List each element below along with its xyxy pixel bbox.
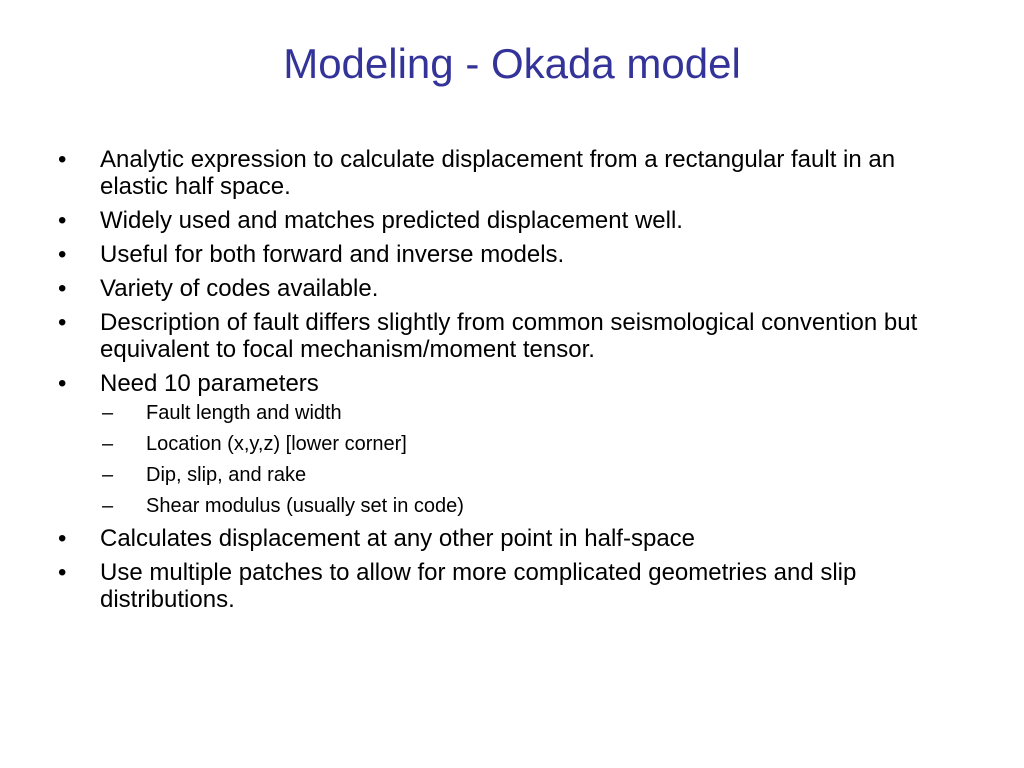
bullet-text: Useful for both forward and inverse models.: [100, 241, 565, 268]
bullet-icon: •: [58, 525, 67, 552]
slide-title: Modeling - Okada model: [283, 40, 741, 87]
sub-bullet-list: [100, 401, 966, 518]
bullet-icon: •: [58, 146, 67, 173]
bullet-text: Widely used and matches predicted displacement well.: [100, 207, 683, 234]
sub-bullet-text: Dip, slip, and rake: [146, 464, 307, 486]
bullet-text: Description of fault differs slightly from common seismological convention but equivalent to focal mechanism/moment tensor.: [100, 309, 918, 363]
sub-bullet-item: [100, 432, 966, 456]
sub-bullet-item: [100, 463, 966, 487]
bullet-icon: •: [58, 241, 67, 268]
bullet-text: Variety of codes available.: [100, 275, 379, 302]
bullet-icon: •: [58, 559, 67, 586]
sub-bullet-item: [100, 494, 966, 518]
sub-bullet-item: [100, 401, 966, 425]
bullet-icon: •: [58, 207, 67, 234]
dash-icon: –: [102, 464, 114, 486]
bullet-icon: •: [58, 309, 67, 336]
sub-bullet-text: Fault length and width: [146, 402, 342, 424]
dash-icon: –: [102, 402, 114, 424]
bullet-text: Analytic expression to calculate displacement from a rectangular fault in an elastic half space.: [100, 146, 896, 200]
bullet-item: [56, 146, 966, 200]
dash-icon: –: [102, 495, 114, 517]
sub-bullet-text: Shear modulus (usually set in code): [146, 495, 464, 517]
bullet-item: [56, 207, 966, 234]
bullet-icon: •: [58, 275, 67, 302]
bullet-item: [56, 309, 966, 363]
bullet-icon: •: [58, 370, 67, 397]
bullet-item: [56, 525, 966, 552]
sub-bullet-text: Location (x,y,z) [lower corner]: [146, 433, 407, 455]
bullet-item: [56, 559, 966, 613]
bullet-text: Calculates displacement at any other point in half-space: [100, 525, 696, 552]
bullet-list: [56, 146, 966, 620]
bullet-item: [56, 275, 966, 302]
bullet-text: Use multiple patches to allow for more complicated geometries and slip distributions.: [100, 559, 857, 613]
bullet-text: Need 10 parameters: [100, 370, 319, 397]
dash-icon: –: [102, 433, 114, 455]
bullet-item: [56, 241, 966, 268]
bullet-item: [56, 370, 966, 518]
